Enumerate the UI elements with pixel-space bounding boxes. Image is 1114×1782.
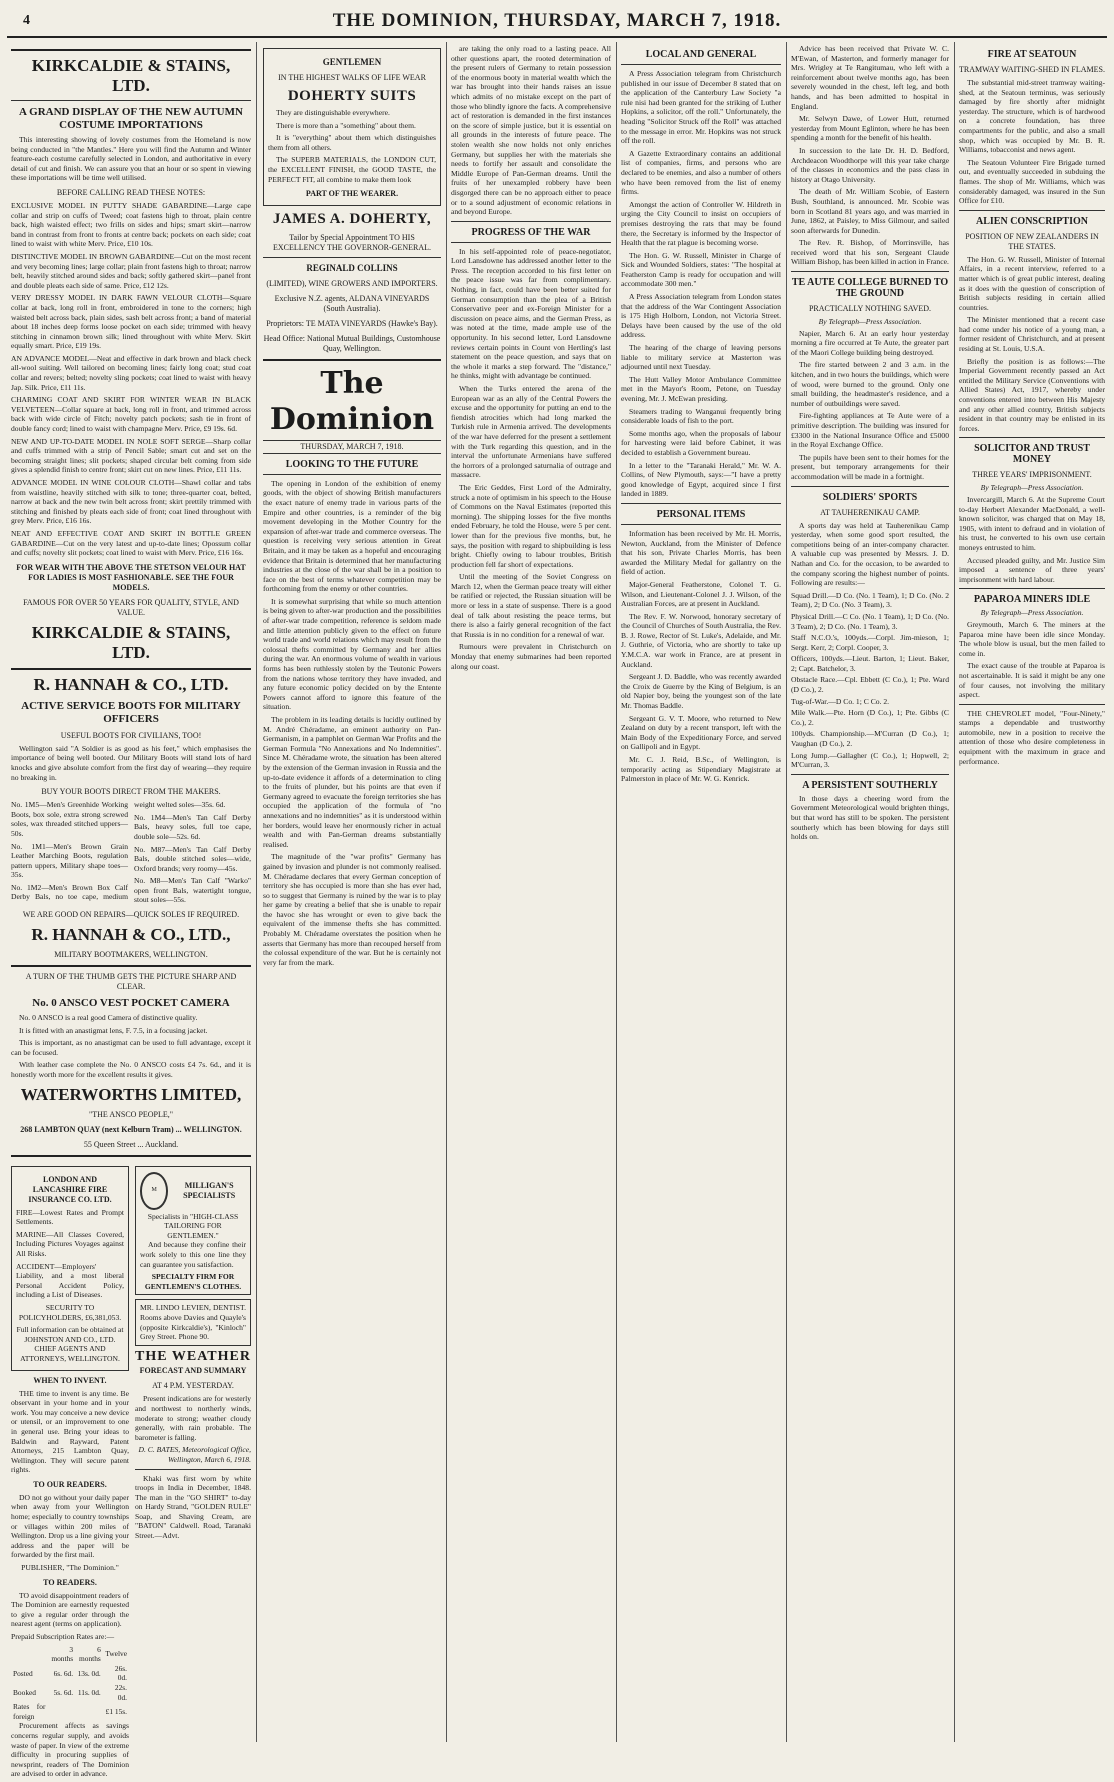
kirkcaldie-item: NEW AND UP-TO-DATE MODEL IN NOLE SOFT SERGE—Sharp collar and cuffs trimmed with a strip of Pencil Sable; smart cut and set on the becoming straight lines; slit pockets; shaped circular belt coming from side gives a splendid finish to centre front; skirt cut on new lines. Price, £11 11s. <box>11 436 251 475</box>
column-1 <box>11 44 251 1779</box>
milligan-sub: Specialists in "HIGH-CLASS TAILORING FOR GENTLEMEN." <box>147 1211 239 1240</box>
readers2-text: TO avoid disappointment readers of The Dominion are earnestly requested to give a regular order through the nearest agent (terms on application). <box>11 1590 129 1629</box>
gentlemen-text: It is "everything" about them which distinguishes them from all others. <box>268 133 436 152</box>
te-aute-paragraph: The pupils have been sent to their homes for the present, but temporary arrangements for their accommodation will be made in a fortnight. <box>791 452 949 481</box>
table-row: Booked 5s. 6d. 11s. 0d. 22s. 0d. <box>13 1682 127 1702</box>
weather-subtitle: FORECAST AND SUMMARY <box>139 1366 247 1376</box>
table-row: Posted 6s. 6d. 13s. 0d. 26s. 0d. <box>13 1663 127 1683</box>
solicitor-byline: By Telegraph—Press Association. <box>980 483 1084 493</box>
doherty-name: JAMES A. DOHERTY, <box>272 211 432 228</box>
col5-paragraph: The death of Mr. William Scobie, of Eastern Bush, Southland, is announced. Mr. Scobie was born in Scotland 81 years ago, and was married in June, 1862, at Paisley, to Miss Gilmour, and sailed soon afterwards for Dunedin. <box>791 187 949 235</box>
fire-paragraph: The Seatoun Volunteer Fire Brigade turned out, and eventually succeeded in subduing the flames. The shop of Mr. Williams, which was considerably damaged, was insured in the Sun Office for £10. <box>959 157 1105 206</box>
collins-proprietors: Proprietors: TE MATA VINEYARDS (Hawke's Bay). <box>266 319 438 329</box>
page-number: 4 <box>23 13 30 28</box>
leader-paragraph: The opening in London of the exhibition of enemy goods, with the object of showing British manufacturers the exact nature of enemy trade in various parts of the Empire and other countries, is a reminder of the big movement developing in the Mother Country for the expansion of after-war trade and commerce overseas. The question is receiving very serious attention in Great Britain, and it may be taken as a hopeful and encouraging evidence that Britain is determined that her manufacturing industries at the close of the war shall be in a position to face on the best of terms whatever competition may be forthcoming from the enemy or other countries. <box>263 478 441 594</box>
right-subcolumn <box>135 1162 251 1782</box>
column-rule <box>954 42 955 1742</box>
weather-title: THE WEATHER <box>135 1348 251 1364</box>
leader-title: LOOKING TO THE FUTURE <box>285 458 419 470</box>
leader-paragraph: The problem in its leading details is lucidly outlined by M. André Chéradame, an eminent authority on Pan-Germanism, in a pamphlet on German War Profits and the German Formula "No Annexations and No Indemnities". Since M. Chéradame wrote, the situation has been altered by the extension of the German invasion in Russia and the up-to-date evidence it affords of a determination to cling to the fruits of plunder, but his points are that even if Germany agreed to evacuate the foreign territories she has occupied the application of the formula of "no annexations and no indemnities" as it is understood within her borders, would leave her enormously richer in actual wealth and with Pan-German dreams substantially realised. <box>263 715 441 849</box>
te-aute-title: TE AUTE COLLEGE BURNED TO THE GROUND <box>791 277 949 300</box>
weather-signature: D. C. BATES, Meteorological Office, Wellington, March 6, 1918. <box>138 1445 251 1464</box>
insurance-item: ACCIDENT—Employers' Liability, and a most liberal Personal Accident Policy, including a List of Diseases. <box>16 1261 124 1300</box>
te-aute-byline: By Telegraph—Press Association. <box>818 317 922 327</box>
list-item: Obstacle Race.—Cpl. Ebbett (C Co.), 1; Pte. Ward (D Co.), 2. <box>791 675 949 695</box>
masthead-title: THE DOMINION, THURSDAY, MARCH 7, 1918. <box>332 10 782 31</box>
column-2 <box>263 44 441 1740</box>
readers-signature: PUBLISHER, "The Dominion." <box>21 1563 119 1573</box>
column-6 <box>959 44 1105 1740</box>
column-rule <box>786 42 787 1742</box>
war-title: PROGRESS OF THE WAR <box>471 226 591 238</box>
local-paragraph: A Press Association telegram from Christchurch published in our issue of December 8 stated that on the application of the Canterbury Law Society "a rule nisi had been granted for the striking of Luther Hopkins, a solicitor, off the roll." Unfortunately, the heading "Solicitor Struck off the Roll" was attached to the message in error. Mr. Hopkins was not struck off the roll. <box>621 69 781 146</box>
ansco-turn: A TURN OF THE THUMB GETS THE PICTURE SHARP AND CLEAR. <box>25 972 237 992</box>
weather-text: Present indications are for westerly and northwest to northerly winds, moderate to strong; weather cloudy generally, with rain probable. The barometer is falling. <box>135 1394 251 1442</box>
gentlemen-title: GENTLEMEN <box>322 57 382 67</box>
local-paragraph: In a letter to the "Taranaki Herald," Mr. W. A. Collins, of New Plymouth, says:—"I have a pretty good knowledge of Egypt, acquired since I first landed in 1889. <box>621 460 781 499</box>
list-item: Officers, 100yds.—Lieut. Barton, 1; Lieut. Baker, 2; Capt. Batchelor, 3. <box>791 654 949 673</box>
list-item: Physical Drill.—C Co. (No. 1 Team), 1; D Co. (No. 3 Team), 2; D Co. (No. 1 Team), 3. <box>791 611 949 631</box>
gentlemen-part: PART OF THE WEARER. <box>305 189 399 199</box>
kirkcaldie-intro: This interesting showing of lovely costumes from the Homeland is now being conducted in "the Mantles." Here you will find the Autumn and Winter feature-each costume carefully selected in London, and authoritative in every detail of cut and finish. We can assure you that an hour or so spent in viewing these importations will be time well utilised. <box>11 135 251 183</box>
table-row: Rates for foreign £1 15s. <box>13 1702 127 1721</box>
insurance-title: LONDON AND LANCASHIRE FIRE INSURANCE CO. LTD. <box>28 1174 112 1204</box>
dominion-nameplate: The Dominion <box>269 366 435 438</box>
rates-title: Prepaid Subscription Rates are:— <box>11 1632 115 1641</box>
local-paragraph: Some months ago, when the proposals of labour for harvesting were laid before Cabinet, it was decided to establish a Government bureau. <box>621 428 781 457</box>
weather-time: AT 4 P.M. YESTERDAY. <box>152 1381 234 1391</box>
personal-paragraph: Mr. C. J. Reid, B.Sc., of Wellington, is temporarily acting as Stipendiary Magistrate at Palmerston in place of Mr. W. G. Kenrick. <box>621 755 781 784</box>
col5-paragraph: The Rev. R. Bishop, of Morrinsville, has received word that his son, Sergeant Claude William Bishop, has been killed in action in France. <box>791 238 949 267</box>
hannah-intro: Wellington said "A Soldier is as good as his feet," which emphasises the importance of being well booted. Our Military Boots will stand lots of hard knocks and give absolute comfort from the first day of wearing—they require no breaking in. <box>11 743 251 782</box>
column-5 <box>791 44 949 1740</box>
gentlemen-text: There is more than a "something" about them. <box>276 120 416 130</box>
leader-continued: are taking the only road to a lasting peace. All other questions apart, the rooted determination of the present rulers of Germany to retain possession of the enormous booty in material wealth which the war has brought into their hands raises an issue which admits of no mistake except on the part of those who blindly ignore the facts. A comprehensive act of restoration is demanded in the first instances on the score of simple justice, but it is essential on all grounds in the interests of future peace. The stolen wealth she now holds not only enriches Germany, but supplies her with the materials she needs to fortify her assault and consolidate the Middle Europe of Pan-German dreams. Until the fruits of her unexampled robbery have been disgorged there can be no approach either to peace or to a sound adjustment of economic relations in and beyond Europe. <box>451 44 611 217</box>
local-paragraph: Steamers trading to Wanganui frequently bring considerable loads of fish to the port. <box>621 406 781 426</box>
te-aute-paragraph: Fire-fighting appliances at Te Aute were of a primitive description. The building was insured for £3300 in the National Insurance Office and £5000 in the Royal Exchange Office. <box>791 411 949 450</box>
col5-paragraph: In succession to the late Dr. H. D. Bedford, Archdeacon Woodthorpe will this year take charge of the classes in economics and the pass class in history at Otago University. <box>791 145 949 184</box>
solicitor-title: SOLICITOR AND TRUST MONEY <box>974 443 1090 466</box>
waterworths-title: WATERWORTHS LIMITED, <box>20 1084 242 1104</box>
rates-note: Procurement affects as savings concerns regular supply, and avoids waste of paper. In view of the extreme difficulty in procuring supplies of newsprint, readers of The Dominion are advised to order in advance. <box>11 1721 129 1779</box>
solicitor-subtitle: THREE YEARS' IMPRISONMENT. <box>972 470 1092 480</box>
column-rule <box>616 42 617 1742</box>
kirkcaldie-item: AN ADVANCE MODEL—Neat and effective in dark brown and black check all-wool suiting. Well tailored on becoming lines; fairly long coat; stud coat collar and revers; belted; novelty sling pockets; coat lined to waist with heavy Jap. Silk. Price, £11 11s. <box>11 353 251 392</box>
column-3 <box>451 44 611 1740</box>
collins-subtitle: (LIMITED), WINE GROWERS AND IMPORTERS. <box>266 279 438 289</box>
alien-paragraph: Briefly the position is as follows:—The Imperial Government recently passed an Act entitled the Military Service (Conventions with Allied States) Act, 1917, whereby under conventions entered into between His Majesty and any other allied country, British subjects resident in that country may be enlisted in its forces. <box>959 356 1105 433</box>
leader-paragraph: The magnitude of the "war profits" Germany has gained by invasion and plunder is not commonly realised. M. Chéradame declares that every German conception of territory she has occupied is more than she has ever had, so to suggest that Germany is ruined by the war is to play her game by creating a belief that she is unable to repair the havoc she has wrought or even to give back the equivalent of the immense thefts she has committed. Probably M. Chéradame overstates the position when he asserts that Germany has more than recouped herself from the colossal expenditure of the war. But he is certainly not very far from the mark. <box>263 852 441 967</box>
kirkcaldie-item: ADVANCE MODEL IN WINE COLOUR CLOTH—Shawl collar and tabs from waistline, heavily stitched with silk to tone; three-quarter coat, belted, narrow at back and the new twin belt across front; skirt prettily trimmed with stitching and finished by pleats each side of front; coat lined throughout with grey Merv. Price, £16 16s. <box>11 478 251 526</box>
masthead <box>7 6 1107 38</box>
paparoa-paragraph: The exact cause of the trouble at Paparoa is not ascertainable. It is said it might be any one of four causes, not involving the military aspect. <box>959 661 1105 700</box>
hannah-repairs: WE ARE GOOD ON REPAIRS—QUICK SOLES IF REQUIRED. <box>22 910 240 920</box>
hannah-item: No. 1M5—Men's Greenhide Working Boots, box sole, extra strong screwed soles, wax threaded stitched uppers—50s. <box>11 800 128 838</box>
rumour-paragraph: Rumours were prevalent in Christchurch on Monday that enemy submarines had been reported along our coast. <box>451 642 611 671</box>
khaki-text: Khaki was first worn by white troops in India in December, 1848. The man in the "GO SHIRT" to-day on Hardy Strand, "GOLDEN RULE" Soap, and Shaving Cream, are "BATON" Caldwell. Road, Taranaki Street.—Advt. <box>135 1473 251 1541</box>
collins-title: REGINALD COLLINS <box>306 263 398 274</box>
fire-paragraph: The substantial mid-street tramway waiting-shed, at the Seatoun terminus, was seriously damaged by fire shortly after midnight yesterday. The structure, which is of hardwood on a concrete foundation, has three compartments for the public, and also a small shop, which was occupied by Mr. B. R. Williams, tobacconist and news agent. <box>959 78 1105 155</box>
collins-office: Head Office: National Mutual Buildings, Customhouse Quay, Wellington. <box>263 334 441 354</box>
insurance-item: SECURITY TO POLICYHOLDERS, £6,381,053. <box>18 1302 122 1322</box>
kirkcaldie-item: EXCLUSIVE MODEL IN PUTTY SHADE GABARDINE—Large cape collar and strip on cuffs of Tweed; coat fastens high to throat, plain centre back, high waisted effect; two frills on sides and hips; smart skirt—narrow band in contrast from front to fronts at centre back; pockets on each side; coat lined to waist with white Merv. Price, £10 10s. <box>11 200 251 249</box>
war-paragraph: Until the meeting of the Soviet Congress on March 12, when the German peace treaty will either be ratified or rejected, the Russian situation will be more or less in a state of suspense. There is a good deal of talk about resisting the peace terms, but there is also a fairly general recognition of the fact that Russia is in no condition for a renewal of war. <box>451 572 611 639</box>
hannah-item: No. 1M1—Men's Brown Grain Leather Marching Boots, regulation pattern uppers, Military shape toes—35s. <box>11 841 128 880</box>
kirkcaldie-item: NEAT AND EFFECTIVE COAT AND SKIRT IN BOTTLE GREEN GABARDINE—Cut on the very latest and up-to-date lines; Opossum collar and cuffs; novelty slit pockets; coat lined to waist with Merv. Price, £16 16s. <box>11 528 251 558</box>
milligan-specialty: SPECIALTY FIRM FOR GENTLEMEN'S CLOTHES. <box>144 1272 242 1291</box>
chevrolet-paragraph: THE CHEVROLET model, "Four-Ninety," stamps a dependable and trustworthy automobile, new in a position to receive the attention of those who desire completeness in equipment with the maximum in grace and performance. <box>959 708 1105 766</box>
paparoa-paragraph: Greymouth, March 6. The miners at the Paparoa mine have been idle since Monday. The whole blow is usual, but the men failed to come in. <box>959 619 1105 658</box>
list-item: Squad Drill.—D Co. (No. 1 Team), 1; D Co. (No. 2 Team), 2; D Co. (No. 3 Team), 3. <box>791 590 949 610</box>
leader-paragraph: It is somewhat surprising that while so much attention is being given to after-war production and the possibilities of after-war trade competition, reference is seldom made and little attention publicly given to the effect on future world trade and world relations which may result from the colossal thefts committed by Germany and her allies during the war. An enormous volume of wealth in various forms has been ruthlessly stolen by the Teutonic Powers from the nations whose territory they have invaded, and any future economic policy decided on by the Entente Powers cannot afford to ignore this feature of the situation. <box>263 596 441 712</box>
insurance-item: FIRE—Lowest Rates and Prompt Settlements. <box>16 1207 124 1227</box>
column-rule <box>256 42 257 1742</box>
milligan-badge-icon: M <box>140 1172 168 1210</box>
hannah-item: No. 1M2—Men's Brown Box Calf Derby Bals, no toe cape, medium weight welted soles—35s. 6d. <box>11 800 226 902</box>
paparoa-byline: By Telegraph—Press Association. <box>980 608 1084 618</box>
collins-agents: Exclusive N.Z. agents, ALDANA VINEYARDS (South Australia). <box>274 294 430 314</box>
milligan-text: And because they confine their work solely to this one line they can guarantee you satisfaction. <box>140 1240 246 1269</box>
ansco-text: No. 0 ANSCO is a real good Camera of distinctive quality. <box>19 1013 198 1023</box>
paparoa-title: PAPAROA MINERS IDLE <box>973 594 1091 606</box>
doherty-tailor: Tailor by Special Appointment TO HIS EXCELLENCY THE GOVERNOR-GENERAL. <box>273 233 431 253</box>
table-row: 3 months 6 months Twelve <box>51 1644 127 1664</box>
rates-table <box>11 1645 129 1722</box>
te-aute-paragraph: The fire started between 2 and 3 a.m. in the kitchen, and in two hours the buildings, which were of wood, were burned to the ground. Only one small building, the headmaster's residence, and a number of outbuildings were saved. <box>791 360 949 408</box>
doherty-suits: DOHERTY SUITS <box>287 88 417 104</box>
local-paragraph: A Press Association telegram from London states that the address of the War Contingent Association is 175 High Holborn, London, not Victoria Street. Delays have been caused by the use of the old address. <box>621 292 781 340</box>
hannah-buy: BUY YOUR BOOTS DIRECT FROM THE MAKERS. <box>41 787 221 797</box>
col5-paragraph: Advice has been received that Private W. C. M'Ewan, of Masterton, and formerly manager for Mrs. Wrigley at Te Rangitumau, who left with a reinforcement about twelve months ago, has been severely wounded in the chest, left leg, and both hands, and has been admitted to hospital in England. <box>791 44 949 111</box>
readers-text: DO not go without your daily paper when away from your Wellington home; especially to country townships or villages within 200 miles of Wellington. Drop us a line giving your address and the paper will be forwarded by the first mail. <box>11 1492 129 1560</box>
column-rule <box>446 42 447 1742</box>
solicitor-paragraph: Invercargill, March 6. At the Supreme Court to-day Herbert Alexander MacDonald, a well-known solicitor, was charged that on May 18, 1905, with intent to defraud and in violation of his trust, he converted to his own use certain moneys entrusted to him. <box>959 495 1105 552</box>
readers-title: TO OUR READERS. <box>33 1479 107 1489</box>
kirkcaldie-before: BEFORE CALLING READ THESE NOTES: <box>56 187 206 197</box>
local-paragraph: The Hutt Valley Motor Ambulance Committee met in the Mayor's Room, Petone, on Tuesday evening, Mr. J. McEwan presiding. <box>621 374 781 403</box>
hannah-item: No. M87—Men's Tan Calf Derby Bals, double stitched soles—wide, Oxford brands; very roomy—45s. <box>134 844 251 873</box>
persistent-title: A PERSISTENT SOUTHERLY <box>802 779 938 791</box>
alien-title: ALIEN CONSCRIPTION <box>976 215 1088 227</box>
editorial-dateline: THURSDAY, MARCH 7, 1918. <box>263 440 441 454</box>
ansco-title: No. 0 ANSCO VEST POCKET CAMERA <box>32 997 230 1010</box>
te-aute-paragraph: Napier, March 6. At an early hour yesterday morning a fire occurred at Te Aute, the greater part of the Maori College building being destroyed. <box>791 328 949 357</box>
waterworths-sub: "THE ANSCO PEOPLE," <box>88 1109 174 1119</box>
insurance-item: MARINE—All Classes Covered, Including Pictures Voyages against All Risks. <box>16 1229 124 1258</box>
local-paragraph: Amongst the action of Controller W. Hildreth in urging the City Council to insist on occupiers of premises destroying the rats that may be found there, the Secretary is informed by the Inspector of Health that the rat plague is becoming worse. <box>621 199 781 248</box>
alien-subtitle: POSITION OF NEW ZEALANDERS IN THE STATES. <box>965 231 1099 251</box>
waterworths-address-2: 55 Queen Street ... Auckland. <box>83 1139 179 1149</box>
local-paragraph: The hearing of the charge of leaving persons liable to military service at Masterton was adjourned until next Tuesday. <box>621 343 781 372</box>
invent-text: THE time to invent is any time. Be observant in your home and in your work. You may conceive a new device or utensil, or an improvement to one in general use. Bring your ideas to Baldwin and Rayward, Patent Attorneys, 215 Lambton Quay, Wellington. They will secure patent rights. <box>11 1388 129 1475</box>
local-title: LOCAL AND GENERAL <box>645 49 757 60</box>
alien-paragraph: The Minister mentioned that a recent case had come under his notice of a young man, a former resident of Christchurch, and at present residing at St. Louis, U.S.A. <box>959 315 1105 354</box>
personal-paragraph: Major-General Featherstone, Colonel T. G. Wilson, and Lieutenant-Colonel J. J. Wilson, of the Australian Forces, are at present in Auckland. <box>621 579 781 609</box>
hannah-bootmakers: MILITARY BOOTMAKERS, WELLINGTON. <box>54 950 208 960</box>
kirkcaldie-item: CHARMING COAT AND SKIRT FOR WINTER WEAR IN BLACK VELVETEEN—Collar square at back, long roll in front, and trimmed across back with wide circle of Fitch; novelty patch pockets; sash tie in front of double fancy cord; lined to waist with champagne Merv. Price, £9 19s. 6d. <box>11 395 251 434</box>
hannah-useful: USEFUL BOOTS FOR CIVILIANS, TOO! <box>60 730 202 740</box>
left-subcolumn <box>11 1162 129 1782</box>
dentist-ad: MR. LINDO LEVIEN, DENTIST. Rooms above Davies and Quayle's (opposite Kirkcaldie's), "Kinloch" Grey Street. Phone 90. <box>135 1299 251 1345</box>
kirkcaldie-item: DISTINCTIVE MODEL IN BROWN GABARDINE—Cut on the most recent and very becoming lines; large collar; plain front fastens high to throat; narrow belt, heavily stitched around sides and back; softly gathered skirt—panel front and double pleats each side of same. Price, £12 12s. <box>11 251 251 290</box>
war-paragraph: In his self-appointed role of peace-negotiator, Lord Lansdowne has addressed another letter to the Press. The reception accorded to his first letter on the peace issue was far from complimentary. Nothing, in fact, could have been better suited for German consumption than the plea of a British Conservative peer and ex-Foreign Minister for a discussion on peace aims, and the German Press, as was noted at the time, made ample use of the opportunity. In his second letter, Lord Lansdowne reviews certain points in Count von Hertling's last statement on the peace question, and says that on the whole it marks a step forward. The "distance," he thinks, might with advantage be continued. <box>451 246 611 381</box>
kirkcaldie-subtitle: A GRAND DISPLAY OF THE NEW AUTUMN COSTUME IMPORTATIONS <box>19 106 243 131</box>
readers2-title: TO READERS. <box>43 1577 97 1587</box>
local-paragraph: The Hon. G. W. Russell, Minister in Charge of Sick and Wounded Soldiers, states: "The hospital at Featherston Camp is ready for occupation and will accommodate 300 men." <box>621 250 781 289</box>
column-4 <box>621 44 781 1740</box>
hannah-item: No. M8—Men's Tan Calf "Warko" open front Bals, watertight tongue, stout soles—55s. <box>134 876 251 905</box>
hannah-title: R. HANNAH & CO., LTD. <box>33 674 229 694</box>
list-item: Tug-of-War.—D Co. 1; C Co. 2. <box>791 696 890 706</box>
list-item: Staff N.C.O.'s, 100yds.—Corpl. Jim-mieson, 1; Sergt. Kerr, 2; Corpl. Cooper, 3. <box>791 633 949 652</box>
gentlemen-subtitle: IN THE HIGHEST WALKS OF LIFE WEAR <box>278 73 426 82</box>
fire-subtitle: TRAMWAY WAITING-SHED IN FLAMES. <box>959 65 1105 74</box>
te-aute-subtitle: PRACTICALLY NOTHING SAVED. <box>808 304 932 314</box>
fire-title: FIRE AT SEATOUN <box>987 49 1077 60</box>
personal-paragraph: Sergeant J. D. Baddle, who was recently awarded the Croix de Guerre by the King of Belgium, is an old Napier boy, being the youngest son of the late Mr. Thomas Baddle. <box>621 672 781 711</box>
waterworths-address: 268 LAMBTON QUAY (next Kelburn Tram) ... WELLINGTON. <box>20 1124 242 1134</box>
solicitor-paragraph: Accused pleaded guilty, and Mr. Justice Sim imposed a sentence of three years' imprisonment with hard labour. <box>959 555 1105 584</box>
kirkcaldie-famous: FAMOUS FOR OVER 50 YEARS FOR QUALITY, STYLE, AND VALUE. <box>23 597 239 617</box>
alien-paragraph: The Hon. G. W. Russell, Minister of Internal Affairs, in a recent interview, referred to a matter which is of great public interest, dealing as it does with the question of conscription of British subjects residing in certain allied countries. <box>959 254 1105 312</box>
invent-title: WHEN TO INVENT. <box>33 1375 107 1385</box>
war-paragraph: The Eric Geddes, First Lord of the Admiralty, struck a note of optimism in his speech to the House of Commons on the Naval Estimates (reported this morning). The shipping losses for the five months ended February, he told the House, were 5 per cent. lower than for the previous five months, but, he says, the position with regard to shipbuilding is less bright. Chiefly owing to labour troubles, British production fell far short of expectations. <box>451 482 611 569</box>
ansco-text: It is fitted with an anastigmat lens, F. 7.5, in a focusing jacket. <box>19 1025 208 1035</box>
kirkcaldie-title-2: KIRKCALDIE & STAINS, LTD. <box>31 622 231 662</box>
hannah-item: No. 1M4—Men's Tan Calf Derby Bals, heavy soles, full toe cape, double sole—52s. 6d. <box>134 812 251 841</box>
sports-results <box>791 591 949 770</box>
kirkcaldie-wear: FOR WEAR WITH THE ABOVE THE STETSON VELOUR HAT FOR LADIES IS MOST FASHIONABLE. SEE THE FOUR MODELS. <box>16 562 246 592</box>
list-item: 100yds. Championship.—M'Curran (D Co.), 1; Vaughan (D Co.), 2. <box>791 729 949 749</box>
personal-paragraph: Information has been received by Mr. H. Morris, Newton, Auckland, from the Minister of Defence that his son, Private Charles Morris, has been awarded the Military Medal for gallantry on the field of action. <box>621 528 781 577</box>
milligan-title: MILLIGAN'S SPECIALISTS <box>183 1180 236 1200</box>
kirkcaldie-title: KIRKCALDIE & STAINS, LTD. <box>31 56 231 95</box>
persistent-paragraph: In those days a cheering word from the Government Meteorological would brighten things, but that word has still to be spoken. The persistent southerly which has been blowing for days still holds on. <box>791 793 949 842</box>
gentlemen-text: The SUPERB MATERIALS, the LONDON CUT, the EXCELLENT FINISH, the GOOD TASTE, the PERFECT FIT, all combine to make them look <box>268 155 436 184</box>
personal-title: PERSONAL ITEMS <box>656 508 746 520</box>
insurance-info: Full information can be obtained at JOHNSTON AND CO., LTD. CHIEF AGENTS AND ATTORNEYS, WELLINGTON. <box>16 1325 124 1363</box>
hannah-title-2: R. HANNAH & CO., LTD., <box>31 925 231 945</box>
ansco-text: This is important, as no anastigmat can be used to full advantage, except it can be focused. <box>11 1038 251 1057</box>
list-item: Long Jump.—Gallagher (C Co.), 1; Hopwell, 2; M'Curran, 3. <box>791 750 949 770</box>
war-paragraph: When the Turks entered the arena of the European war as an ally of the Central Powers the excuse and the opportunity for putting an end to the fiendish atrocities which had long marked the Turkish rule in Armenia arrived. The developments of the war have deferred for the present a settlement with the Turk regarding this question, and in the interval the unfortunate Armenians have suffered the horrors of a prolonged saturnalia of outrage and massacre. <box>451 384 611 480</box>
sports-title: SOLDIERS' SPORTS <box>822 491 918 503</box>
ansco-text: With leather case complete the No. 0 ANSCO costs £4 7s. 6d., and it is honestly worth more for the excellent results it gives. <box>11 1060 251 1080</box>
sports-paragraph: A sports day was held at Tauherenikau Camp yesterday, when some good sport resulted, the competitions being of an inter-company character. A valuable cup was presented by Messrs. J. D. Nathan and Co. for the occasion, to be awarded to the company scoring the highest number of points. Following are results:— <box>791 520 949 588</box>
newspaper-page <box>7 6 1107 1779</box>
personal-paragraph: The Rev. F. W. Norwood, honorary secretary of the Council of Churches of South Australia, the Rev. B. J. Rowe, Rector of St. Luke's, Adelaide, and Mr. J. Guthrie, of Victoria, who are shortly to take up Y.M.C.A. war work in France, are at present in Auckland. <box>621 611 781 669</box>
sports-subtitle: AT TAUHERENIKAU CAMP. <box>820 507 920 517</box>
list-item: Mile Walk.—Pte. Horn (D Co.), 1; Pte. Gibbs (C Co.), 2. <box>791 708 949 727</box>
personal-paragraph: Sergeant G. V. T. Moore, who returned to New Zealand on duty by a recent transport, left with the Main Body of the Expeditionary Force, and served on Gallipoli and in Egypt. <box>621 713 781 752</box>
local-paragraph: A Gazette Extraordinary contains an additional list of companies, firms, and persons who are declared to be enemies, and also a number of others who have been removed from the list of enemy firms. <box>621 148 781 197</box>
col5-paragraph: Mr. Selwyn Dawe, of Lower Hutt, returned yesterday from Mount Eglinton, where he has been spending a month for the benefit of his health. <box>791 114 949 143</box>
kirkcaldie-item: VERY DRESSY MODEL IN DARK FAWN VELOUR CLOTH—Square collar at back, long roll in front, embroidered in tone to the corners; high waisted belt across back, plain sides, sash belt across front; a band of material about 18 inches deep forms loose pocket on each side; trimmed with heavy stitching in cinnamon brown silk; lined throughout with white Merv. Skirt equally smart. Price, £19 19s. <box>11 293 251 351</box>
gentlemen-text: They are distinguishable everywhere. <box>276 108 390 117</box>
hannah-subtitle: ACTIVE SERVICE BOOTS FOR MILITARY OFFICERS <box>21 699 241 725</box>
